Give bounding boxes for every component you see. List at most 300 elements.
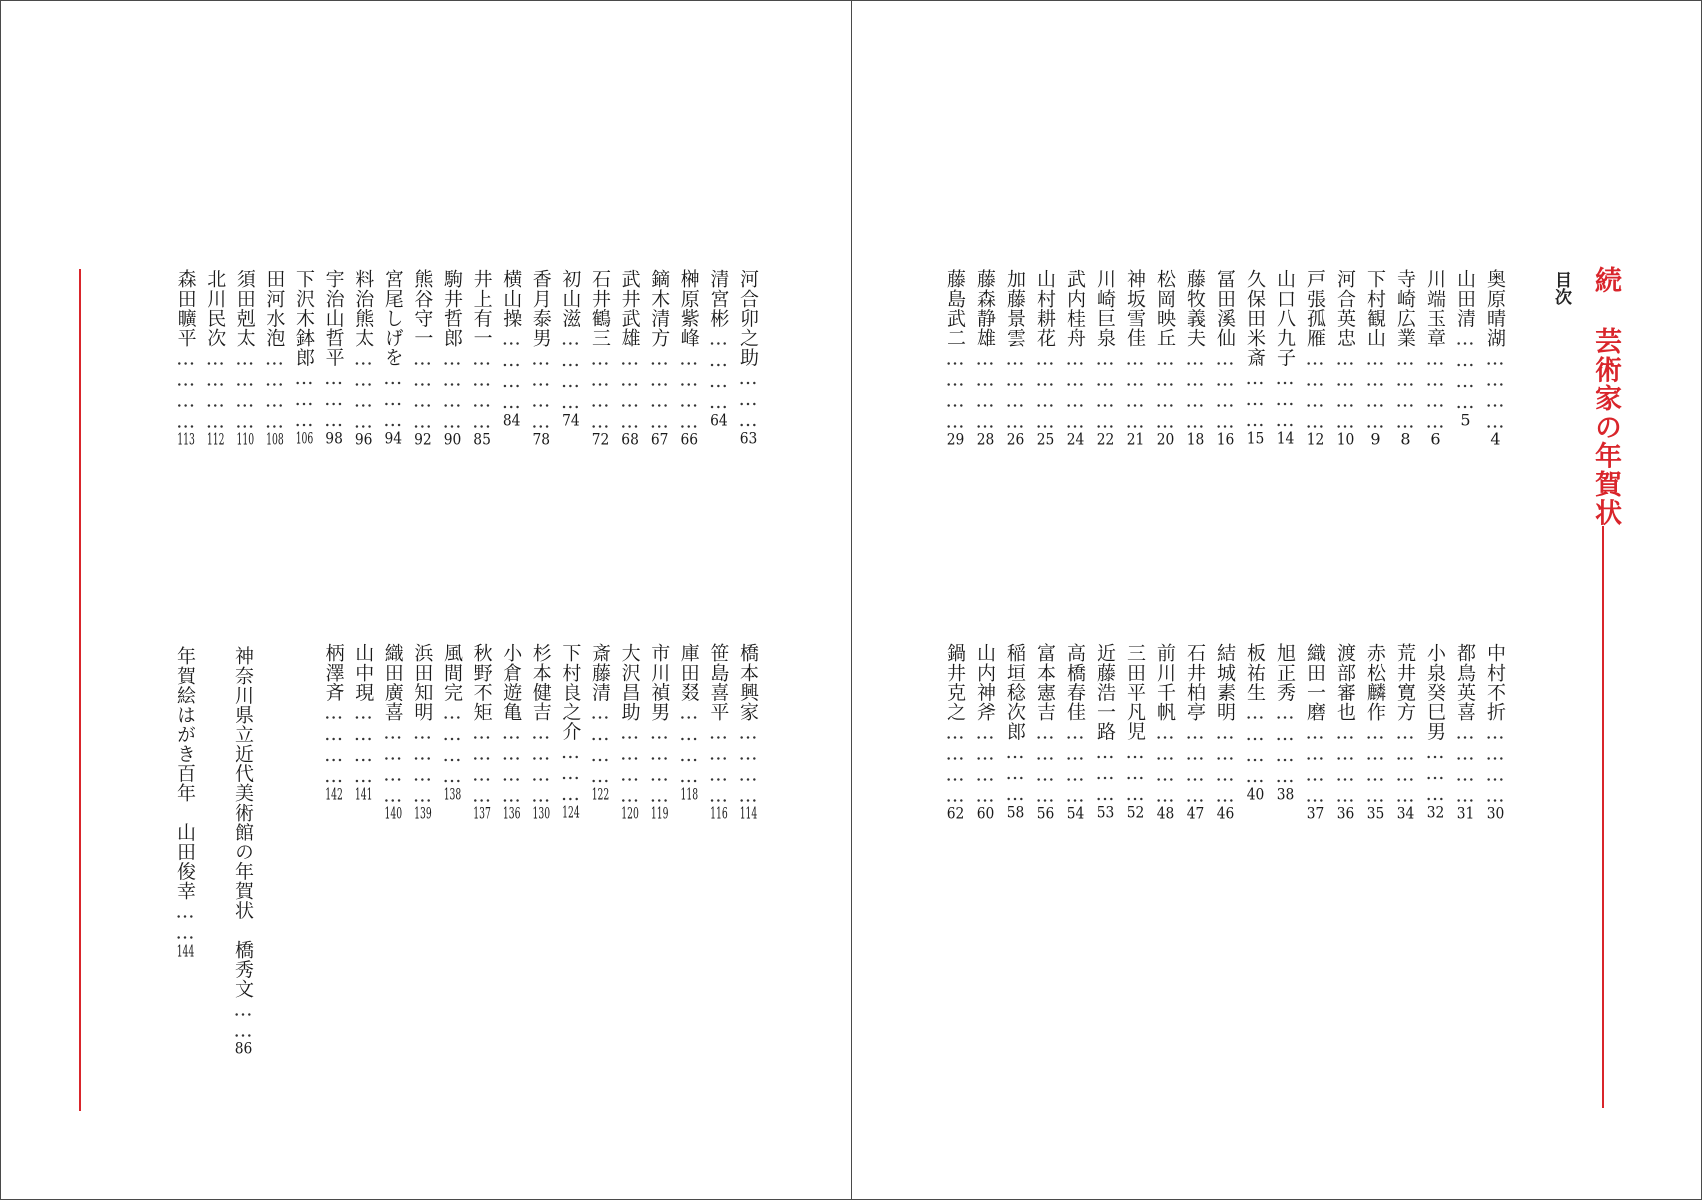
toc-page-number: 4 xyxy=(1490,431,1501,448)
toc-page-number: 28 xyxy=(976,431,995,448)
toc-artist-name: 初山滋 xyxy=(559,269,582,328)
toc-entry xyxy=(320,643,348,802)
toc-page-number: 116 xyxy=(710,805,728,822)
toc-leader-dots: ………… xyxy=(411,721,434,806)
title-red-rule xyxy=(1602,526,1604,1108)
toc-leader-dots: ………… xyxy=(1004,347,1026,432)
toc-entry xyxy=(556,643,584,820)
toc-artist-name: 柄澤斉 xyxy=(322,643,345,702)
toc-page-number: 86 xyxy=(234,1040,253,1057)
toc-page-number: 26 xyxy=(1006,431,1025,448)
toc-entry xyxy=(556,269,584,428)
toc-page-number: 36 xyxy=(1336,805,1355,822)
book-title: 続 芸術家の年賀状 xyxy=(1590,266,1621,528)
toc-page-number: 30 xyxy=(1486,805,1505,822)
toc-page-number: 40 xyxy=(1246,785,1265,802)
toc-entry xyxy=(408,269,436,447)
toc-artist-name: 奥原晴湖 xyxy=(1484,269,1506,348)
toc-entry xyxy=(645,643,673,821)
toc-page-number: 119 xyxy=(650,805,669,822)
toc-entry xyxy=(438,643,466,802)
toc-page-number: 140 xyxy=(384,805,403,822)
toc-page-number: 124 xyxy=(562,804,580,821)
toc-leader-dots: ………… xyxy=(1304,347,1326,432)
toc-entry xyxy=(1031,643,1059,821)
toc-entry xyxy=(1241,269,1269,446)
toc-page-number: 32 xyxy=(1426,804,1445,821)
toc-artist-name: 旭正秀 xyxy=(1274,643,1296,702)
toc-page-number: 137 xyxy=(473,805,491,822)
toc-leader-dots: ………… xyxy=(1364,721,1386,806)
toc-entry xyxy=(1481,643,1509,821)
toc-page-number: 53 xyxy=(1096,804,1115,821)
toc-artist-name: 近藤浩一路 xyxy=(1094,643,1116,741)
toc-artist-name: 山口八九子 xyxy=(1274,269,1296,367)
toc-essay-author: 山田俊幸 xyxy=(174,822,196,901)
toc-page-number: 74 xyxy=(562,411,580,428)
toc-page-number: 60 xyxy=(976,805,995,822)
toc-leader-dots: ………… xyxy=(441,701,463,786)
toc-artist-name: 神坂雪佳 xyxy=(1124,269,1146,348)
toc-leader-dots: ………… xyxy=(944,721,966,806)
toc-artist-name: 山村耕花 xyxy=(1034,269,1056,348)
toc-leader-dots: ………… xyxy=(1304,721,1326,806)
toc-essay-author: 橋秀文 xyxy=(232,939,254,999)
toc-artist-name: 森田曠平 xyxy=(174,269,197,348)
toc-entry xyxy=(1481,269,1509,447)
toc-artist-name: 富本憲吉 xyxy=(1034,643,1056,722)
toc-entry xyxy=(1061,643,1089,821)
toc-leader-dots: ……… xyxy=(1004,740,1026,805)
toc-artist-name: 田河水泡 xyxy=(263,269,286,348)
toc-page-number: 20 xyxy=(1156,431,1175,448)
toc-entry xyxy=(1181,643,1209,821)
toc-leader-dots: ……… xyxy=(1424,740,1446,805)
toc-entry xyxy=(1331,643,1359,821)
toc-artist-name: 笹島喜平 xyxy=(707,643,730,722)
toc-page-number: 18 xyxy=(1186,431,1205,448)
toc-entry xyxy=(260,269,288,447)
toc-artist-name: 稲垣稔次郎 xyxy=(1004,643,1026,741)
toc-entry xyxy=(527,269,555,447)
toc-page-number: 56 xyxy=(1036,805,1055,822)
toc-page-number: 90 xyxy=(443,431,462,448)
toc-entry xyxy=(971,269,999,447)
toc-leader-dots: ………… xyxy=(1184,721,1206,806)
toc-leader-dots: ………… xyxy=(589,701,611,786)
toc-leader-dots: ………… xyxy=(1154,347,1176,432)
toc-page-number: 37 xyxy=(1306,805,1325,822)
toc-entry xyxy=(468,269,496,447)
toc-entry xyxy=(1121,269,1149,447)
toc-leader-dots: ………… xyxy=(1094,347,1116,432)
toc-artist-name: 小泉癸巳男 xyxy=(1424,643,1446,741)
toc-artist-name: 荒井寛方 xyxy=(1394,643,1416,722)
toc-artist-name: 高橋春佳 xyxy=(1064,643,1086,722)
toc-leader-dots: ………… xyxy=(1454,327,1476,412)
toc-artist-name: 横山操 xyxy=(500,269,523,328)
toc-artist-name: 久保田米斎 xyxy=(1244,269,1266,367)
toc-artist-name: 前川千帆 xyxy=(1154,643,1176,722)
toc-page-number: 47 xyxy=(1186,805,1205,822)
toc-entry xyxy=(1091,269,1119,447)
toc-entry xyxy=(1151,643,1179,821)
toc-artist-name: 赤松麟作 xyxy=(1364,643,1386,722)
toc-page-number: 63 xyxy=(739,430,758,447)
toc-artist-name: 松岡映丘 xyxy=(1154,269,1176,348)
toc-page-number: 96 xyxy=(354,431,373,448)
toc-leader-dots: ………… xyxy=(677,347,700,432)
contents-heading: 目次 xyxy=(1551,271,1571,305)
toc-page-number: 54 xyxy=(1066,805,1085,822)
toc-entry xyxy=(349,269,377,447)
toc-entry xyxy=(1031,269,1059,447)
toc-artist-name: 三田平凡児 xyxy=(1124,643,1146,741)
toc-page-number: 68 xyxy=(621,431,639,448)
toc-leader-dots: ……… xyxy=(559,740,582,805)
toc-page-number: 122 xyxy=(591,785,610,802)
toc-page-number: 38 xyxy=(1276,785,1295,802)
toc-leader-dots: …… xyxy=(232,998,254,1041)
toc-leader-dots: ………… xyxy=(1364,347,1386,432)
toc-page-number: 118 xyxy=(680,785,699,802)
toc-essay-entry xyxy=(171,646,199,959)
toc-entry xyxy=(1001,643,1029,820)
toc-entry xyxy=(1181,269,1209,447)
toc-page-number: 85 xyxy=(473,431,491,448)
toc-entry xyxy=(1451,643,1479,821)
toc-entry xyxy=(734,269,762,446)
toc-leader-dots: ………… xyxy=(1034,721,1056,806)
toc-page-number: 141 xyxy=(354,785,373,802)
toc-artist-name: 戸張孤雁 xyxy=(1304,269,1326,348)
toc-page-number: 66 xyxy=(680,431,699,448)
toc-entry xyxy=(941,269,969,447)
toc-entry xyxy=(527,643,555,821)
toc-page-number: 112 xyxy=(206,431,225,448)
toc-entry xyxy=(1091,643,1119,820)
toc-page-number: 52 xyxy=(1126,804,1145,821)
toc-page-number: 6 xyxy=(1430,431,1441,448)
toc-page-number: 16 xyxy=(1216,431,1235,448)
toc-entry xyxy=(704,269,732,428)
toc-entry xyxy=(201,269,229,447)
toc-artist-name: 宇治山哲平 xyxy=(322,269,345,367)
toc-entry xyxy=(231,269,259,447)
toc-artist-name: 井上有一 xyxy=(470,269,493,348)
toc-entry xyxy=(675,269,703,447)
toc-entry xyxy=(586,269,614,447)
toc-entry xyxy=(172,269,200,447)
toc-page-number: 110 xyxy=(236,431,255,448)
toc-leader-dots: ………… xyxy=(381,721,404,806)
toc-leader-dots: ………… xyxy=(648,347,671,432)
toc-page-number: 58 xyxy=(1006,804,1025,821)
toc-entry xyxy=(1421,269,1449,447)
toc-leader-dots: ………… xyxy=(470,347,493,432)
toc-leader-dots: ………… xyxy=(263,347,286,432)
toc-artist-name: 都鳥英喜 xyxy=(1454,643,1476,722)
toc-entry xyxy=(1421,643,1449,820)
toc-artist-name: 川崎巨泉 xyxy=(1094,269,1116,348)
toc-leader-dots: ………… xyxy=(1124,347,1146,432)
toc-artist-name: 風間完 xyxy=(441,643,463,702)
toc-leader-dots: ………… xyxy=(1274,701,1296,786)
toc-leader-dots: ………… xyxy=(1214,721,1236,806)
toc-page-number: 108 xyxy=(266,431,284,448)
toc-leader-dots: ………… xyxy=(944,347,966,432)
toc-artist-name: 熊谷守一 xyxy=(411,269,434,348)
toc-entry xyxy=(1301,269,1329,447)
toc-page-number: 24 xyxy=(1066,431,1085,448)
toc-leader-dots: ………… xyxy=(1394,721,1416,806)
toc-leader-dots: ………… xyxy=(1214,347,1236,432)
toc-leader-dots: ……… xyxy=(381,366,404,431)
toc-entry xyxy=(704,643,732,821)
toc-page-number: 12 xyxy=(1306,431,1325,448)
toc-artist-name: 斎藤清 xyxy=(589,643,611,702)
toc-entry xyxy=(616,643,644,821)
toc-entry xyxy=(438,269,466,447)
toc-essay-entry xyxy=(229,646,257,1056)
toc-page-number: 48 xyxy=(1156,805,1175,822)
toc-leader-dots: ………… xyxy=(1484,347,1506,432)
toc-leader-dots: ………… xyxy=(707,721,730,806)
toc-entry xyxy=(349,643,377,802)
toc-leader-dots: ………… xyxy=(500,327,523,412)
toc-artist-name: 川端玉章 xyxy=(1424,269,1446,348)
toc-page-number: 98 xyxy=(325,430,343,447)
toc-page-number: 84 xyxy=(502,411,521,428)
toc-entry xyxy=(468,643,496,821)
toc-leader-dots: ………… xyxy=(974,347,996,432)
toc-page-number: 94 xyxy=(384,430,403,447)
toc-page-number: 92 xyxy=(414,431,432,448)
toc-entry xyxy=(1451,269,1479,428)
toc-leader-dots: ………… xyxy=(470,721,493,806)
toc-entry xyxy=(408,643,436,821)
toc-leader-dots: ………… xyxy=(1184,347,1206,432)
toc-page-number: 78 xyxy=(532,431,551,448)
toc-artist-name: 下村観山 xyxy=(1364,269,1386,348)
toc-entry xyxy=(1151,269,1179,447)
toc-page-number: 22 xyxy=(1096,431,1115,448)
toc-page-number: 144 xyxy=(176,942,195,959)
toc-leader-dots: ………… xyxy=(589,347,611,432)
toc-artist-name: 庫田叕 xyxy=(677,643,700,702)
toc-page-number: 9 xyxy=(1370,431,1381,448)
toc-leader-dots: ………… xyxy=(500,721,523,806)
toc-artist-name: 浜田知明 xyxy=(411,643,434,722)
toc-leader-dots: ………… xyxy=(352,347,375,432)
toc-entry xyxy=(1361,269,1389,447)
toc-artist-name: 藤牧義夫 xyxy=(1184,269,1206,348)
toc-leader-dots: ………… xyxy=(233,347,256,432)
toc-entry xyxy=(1121,643,1149,820)
toc-page-number: 64 xyxy=(710,411,728,428)
toc-entry xyxy=(1391,269,1419,447)
toc-artist-name: 橋本興家 xyxy=(737,643,759,722)
toc-page-number: 142 xyxy=(325,785,343,802)
toc-entry xyxy=(1391,643,1419,821)
toc-artist-name: 板祐生 xyxy=(1244,643,1266,702)
toc-entry xyxy=(497,269,525,428)
toc-entry xyxy=(1301,643,1329,821)
toc-leader-dots: ……… xyxy=(322,366,345,431)
toc-entry xyxy=(497,643,525,821)
toc-page-number: 106 xyxy=(295,430,314,447)
toc-leader-dots: ………… xyxy=(1334,347,1356,432)
toc-page-number: 72 xyxy=(591,431,610,448)
toc-leader-dots: ……… xyxy=(737,366,759,431)
toc-artist-name: 下沢木鉢郎 xyxy=(293,269,315,367)
toc-page-number: 114 xyxy=(739,805,758,822)
toc-artist-name: 須田剋太 xyxy=(233,269,256,348)
toc-leader-dots: ………… xyxy=(1394,347,1416,432)
toc-leader-dots: ………… xyxy=(1154,721,1176,806)
toc-leader-dots: ………… xyxy=(677,701,700,786)
toc-artist-name: 鍋井克之 xyxy=(944,643,966,722)
toc-leader-dots: ………… xyxy=(1034,347,1056,432)
toc-leader-dots: ………… xyxy=(648,721,671,806)
toc-leader-dots: ………… xyxy=(322,701,345,786)
toc-page-number: 62 xyxy=(946,805,965,822)
toc-page-number: 8 xyxy=(1400,431,1411,448)
toc-leader-dots: ………… xyxy=(204,347,227,432)
toc-entry xyxy=(586,643,614,802)
toc-essay-title: 神奈川県立近代美術館の年賀状 xyxy=(232,646,254,920)
toc-leader-dots: ………… xyxy=(1484,721,1506,806)
toc-leader-dots: ………… xyxy=(974,721,996,806)
toc-entry xyxy=(941,643,969,821)
toc-artist-name: 市川禎男 xyxy=(648,643,671,722)
toc-artist-name: 寺崎広業 xyxy=(1394,269,1416,348)
toc-artist-name: 河合卯之助 xyxy=(737,269,759,367)
toc-entry xyxy=(1241,643,1269,802)
toc-page-number: 139 xyxy=(414,805,432,822)
toc-leader-dots: ………… xyxy=(1064,721,1086,806)
toc-leader-dots: ………… xyxy=(174,347,197,432)
toc-page-number: 15 xyxy=(1246,430,1265,447)
toc-leader-dots: ………… xyxy=(352,701,375,786)
toc-leader-dots: ………… xyxy=(707,327,730,412)
toc-entry xyxy=(1361,643,1389,821)
toc-artist-name: 清宮彬 xyxy=(707,269,730,328)
toc-page-number: 14 xyxy=(1276,430,1295,447)
toc-essay-title: 年賀絵はがき百年 xyxy=(174,646,196,803)
toc-artist-name: 河合英忠 xyxy=(1334,269,1356,348)
toc-leader-dots: ………… xyxy=(1334,721,1356,806)
toc-entry xyxy=(971,643,999,821)
toc-leader-dots: ………… xyxy=(529,347,552,432)
toc-leader-dots: ……… xyxy=(1124,740,1146,805)
toc-artist-name: 下村良之介 xyxy=(559,643,582,741)
toc-artist-name: 武井武雄 xyxy=(618,269,641,348)
toc-artist-name: 渡部審也 xyxy=(1334,643,1356,722)
toc-leader-dots: ……… xyxy=(1094,740,1116,805)
toc-artist-name: 北川民次 xyxy=(204,269,227,348)
toc-page-number: 31 xyxy=(1456,805,1475,822)
toc-entry xyxy=(616,269,644,447)
toc-entry xyxy=(675,643,703,802)
toc-leader-dots: ……… xyxy=(1274,366,1296,431)
toc-leader-dots: ……… xyxy=(293,366,315,431)
toc-leader-dots: ………… xyxy=(529,721,552,806)
toc-page-number: 67 xyxy=(650,431,669,448)
toc-artist-name: 榊原紫峰 xyxy=(677,269,700,348)
toc-page-number: 29 xyxy=(946,431,965,448)
toc-artist-name: 杉本健吉 xyxy=(529,643,552,722)
toc-page-number: 136 xyxy=(502,805,521,822)
toc-artist-name: 藤森静雄 xyxy=(974,269,996,348)
toc-artist-name: 山中現 xyxy=(352,643,375,702)
toc-leader-dots: ………… xyxy=(1454,721,1476,806)
toc-entry xyxy=(1211,643,1239,821)
toc-entry xyxy=(1211,269,1239,447)
toc-page-number: 35 xyxy=(1366,805,1385,822)
toc-artist-name: 宮尾しげを xyxy=(381,269,404,367)
toc-artist-name: 秋野不矩 xyxy=(470,643,493,722)
toc-artist-name: 武内桂舟 xyxy=(1064,269,1086,348)
toc-page-number: 34 xyxy=(1396,805,1415,822)
toc-leader-dots: …… xyxy=(174,900,196,943)
toc-leader-dots: ………… xyxy=(559,327,582,412)
toc-artist-name: 山田清 xyxy=(1454,269,1476,328)
toc-artist-name: 藤島武二 xyxy=(944,269,966,348)
toc-leader-dots: ………… xyxy=(618,347,641,432)
toc-entry xyxy=(379,269,407,446)
toc-leader-dots: ………… xyxy=(411,347,434,432)
toc-artist-name: 織田一磨 xyxy=(1304,643,1326,722)
toc-entry xyxy=(645,269,673,447)
toc-leader-dots: ………… xyxy=(1244,701,1266,786)
toc-artist-name: 石井鶴三 xyxy=(589,269,611,348)
toc-page-number: 5 xyxy=(1460,411,1471,428)
toc-entry xyxy=(1331,269,1359,447)
toc-artist-name: 大沢昌助 xyxy=(618,643,641,722)
toc-page-number: 10 xyxy=(1336,431,1355,448)
toc-entry xyxy=(290,269,318,446)
toc-leader-dots: ……… xyxy=(1244,366,1266,431)
toc-entry xyxy=(1001,269,1029,447)
toc-page-number: 21 xyxy=(1126,431,1145,448)
toc-page-number: 138 xyxy=(443,785,462,802)
toc-artist-name: 冨田溪仙 xyxy=(1214,269,1236,348)
toc-artist-name: 鏑木清方 xyxy=(648,269,671,348)
toc-page-number: 120 xyxy=(621,805,639,822)
toc-entry xyxy=(1271,269,1299,446)
toc-entry xyxy=(379,643,407,821)
toc-artist-name: 駒井哲郎 xyxy=(441,269,463,348)
toc-artist-name: 加藤景雲 xyxy=(1004,269,1026,348)
toc-page-number: 25 xyxy=(1036,431,1055,448)
toc-entry xyxy=(1271,643,1299,802)
toc-artist-name: 山内神斧 xyxy=(974,643,996,722)
toc-leader-dots: ………… xyxy=(618,721,641,806)
toc-artist-name: 小倉遊亀 xyxy=(500,643,523,722)
toc-artist-name: 香月泰男 xyxy=(529,269,552,348)
toc-artist-name: 結城素明 xyxy=(1214,643,1236,722)
toc-entry xyxy=(1061,269,1089,447)
toc-page-number: 113 xyxy=(177,431,195,448)
gutter-divider xyxy=(851,1,852,1199)
toc-leader-dots: ………… xyxy=(441,347,463,432)
toc-artist-name: 料治熊太 xyxy=(352,269,375,348)
toc-page-number: 46 xyxy=(1216,805,1235,822)
toc-leader-dots: ………… xyxy=(737,721,759,806)
toc-leader-dots: ………… xyxy=(1064,347,1086,432)
toc-artist-name: 織田廣喜 xyxy=(381,643,404,722)
